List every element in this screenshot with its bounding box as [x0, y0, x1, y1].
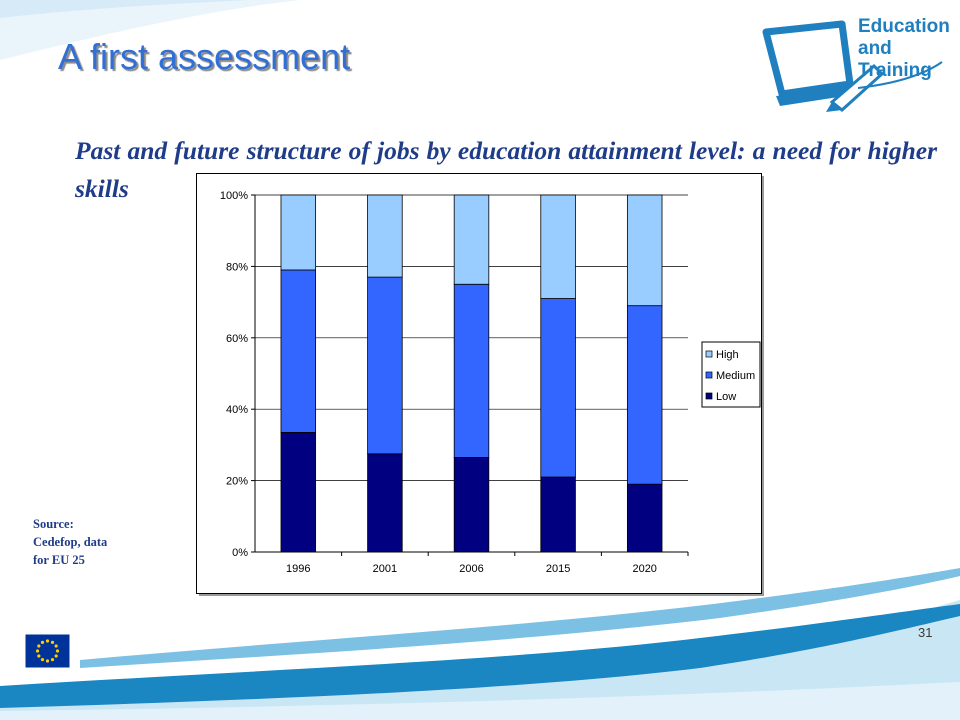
- eu-star: [55, 654, 58, 657]
- legend-label: Medium: [716, 370, 756, 382]
- page-number: 31: [918, 625, 933, 640]
- eu-star: [41, 641, 44, 644]
- eu-flag-icon: [25, 634, 70, 668]
- logo-text: [858, 16, 950, 82]
- eu-star: [51, 658, 54, 661]
- bar-segment-high: [454, 195, 489, 284]
- y-tick-label: 20%: [225, 475, 248, 488]
- y-tick-label: 40%: [225, 404, 248, 417]
- bar-segment-high: [368, 195, 403, 277]
- x-tick-label: 2001: [372, 563, 398, 575]
- eu-star: [51, 641, 54, 644]
- bar-segment-high: [627, 195, 662, 306]
- legend-label: Low: [716, 391, 737, 403]
- stacked-bar-chart: [196, 173, 766, 598]
- bar-segment-medium: [627, 306, 662, 485]
- y-tick-label: 80%: [225, 261, 248, 274]
- x-tick-label: 1996: [286, 563, 311, 575]
- eu-star: [41, 658, 44, 661]
- y-tick-label: 60%: [225, 332, 248, 345]
- bar-segment-medium: [454, 284, 489, 457]
- eu-star: [37, 644, 40, 647]
- bar-segment-high: [541, 195, 576, 299]
- source-line: Source:: [33, 517, 74, 531]
- eu-star: [56, 649, 59, 652]
- legend-label: High: [716, 349, 739, 361]
- legend-swatch-medium: [706, 372, 712, 378]
- source-line: Cedefop, data: [33, 535, 108, 549]
- source-line: for EU 25: [33, 553, 85, 567]
- x-tick-label: 2020: [632, 563, 657, 575]
- logo-line: Education: [858, 16, 950, 37]
- chart-container: [196, 173, 766, 598]
- eu-star: [46, 639, 49, 642]
- bar-segment-medium: [368, 277, 403, 454]
- bar-segment-low: [454, 457, 489, 552]
- bar-segment-low: [627, 484, 662, 552]
- bar-segment-medium: [281, 270, 316, 432]
- logo-line: Training: [858, 60, 932, 81]
- source-note: [33, 515, 143, 569]
- x-tick-label: 2006: [459, 563, 484, 575]
- legend-swatch-high: [706, 351, 712, 357]
- bar-segment-low: [368, 454, 403, 552]
- legend-swatch-low: [706, 393, 712, 399]
- bar-segment-low: [541, 477, 576, 552]
- slide-subtitle: Past and future structure of jobs by education attainment level: a need for higher skills: [75, 136, 937, 203]
- eu-star: [36, 649, 39, 652]
- bar-segment-high: [281, 195, 316, 270]
- y-tick-label: 0%: [232, 547, 248, 559]
- eu-star: [55, 644, 58, 647]
- bar-segment-medium: [541, 299, 576, 478]
- logo-line: and: [858, 38, 892, 59]
- slide-title: A first assessment: [58, 36, 351, 77]
- y-tick-label: 100%: [219, 190, 248, 202]
- eu-star: [37, 654, 40, 657]
- eu-star: [46, 659, 49, 662]
- x-tick-label: 2015: [545, 563, 571, 575]
- bar-segment-low: [281, 432, 316, 552]
